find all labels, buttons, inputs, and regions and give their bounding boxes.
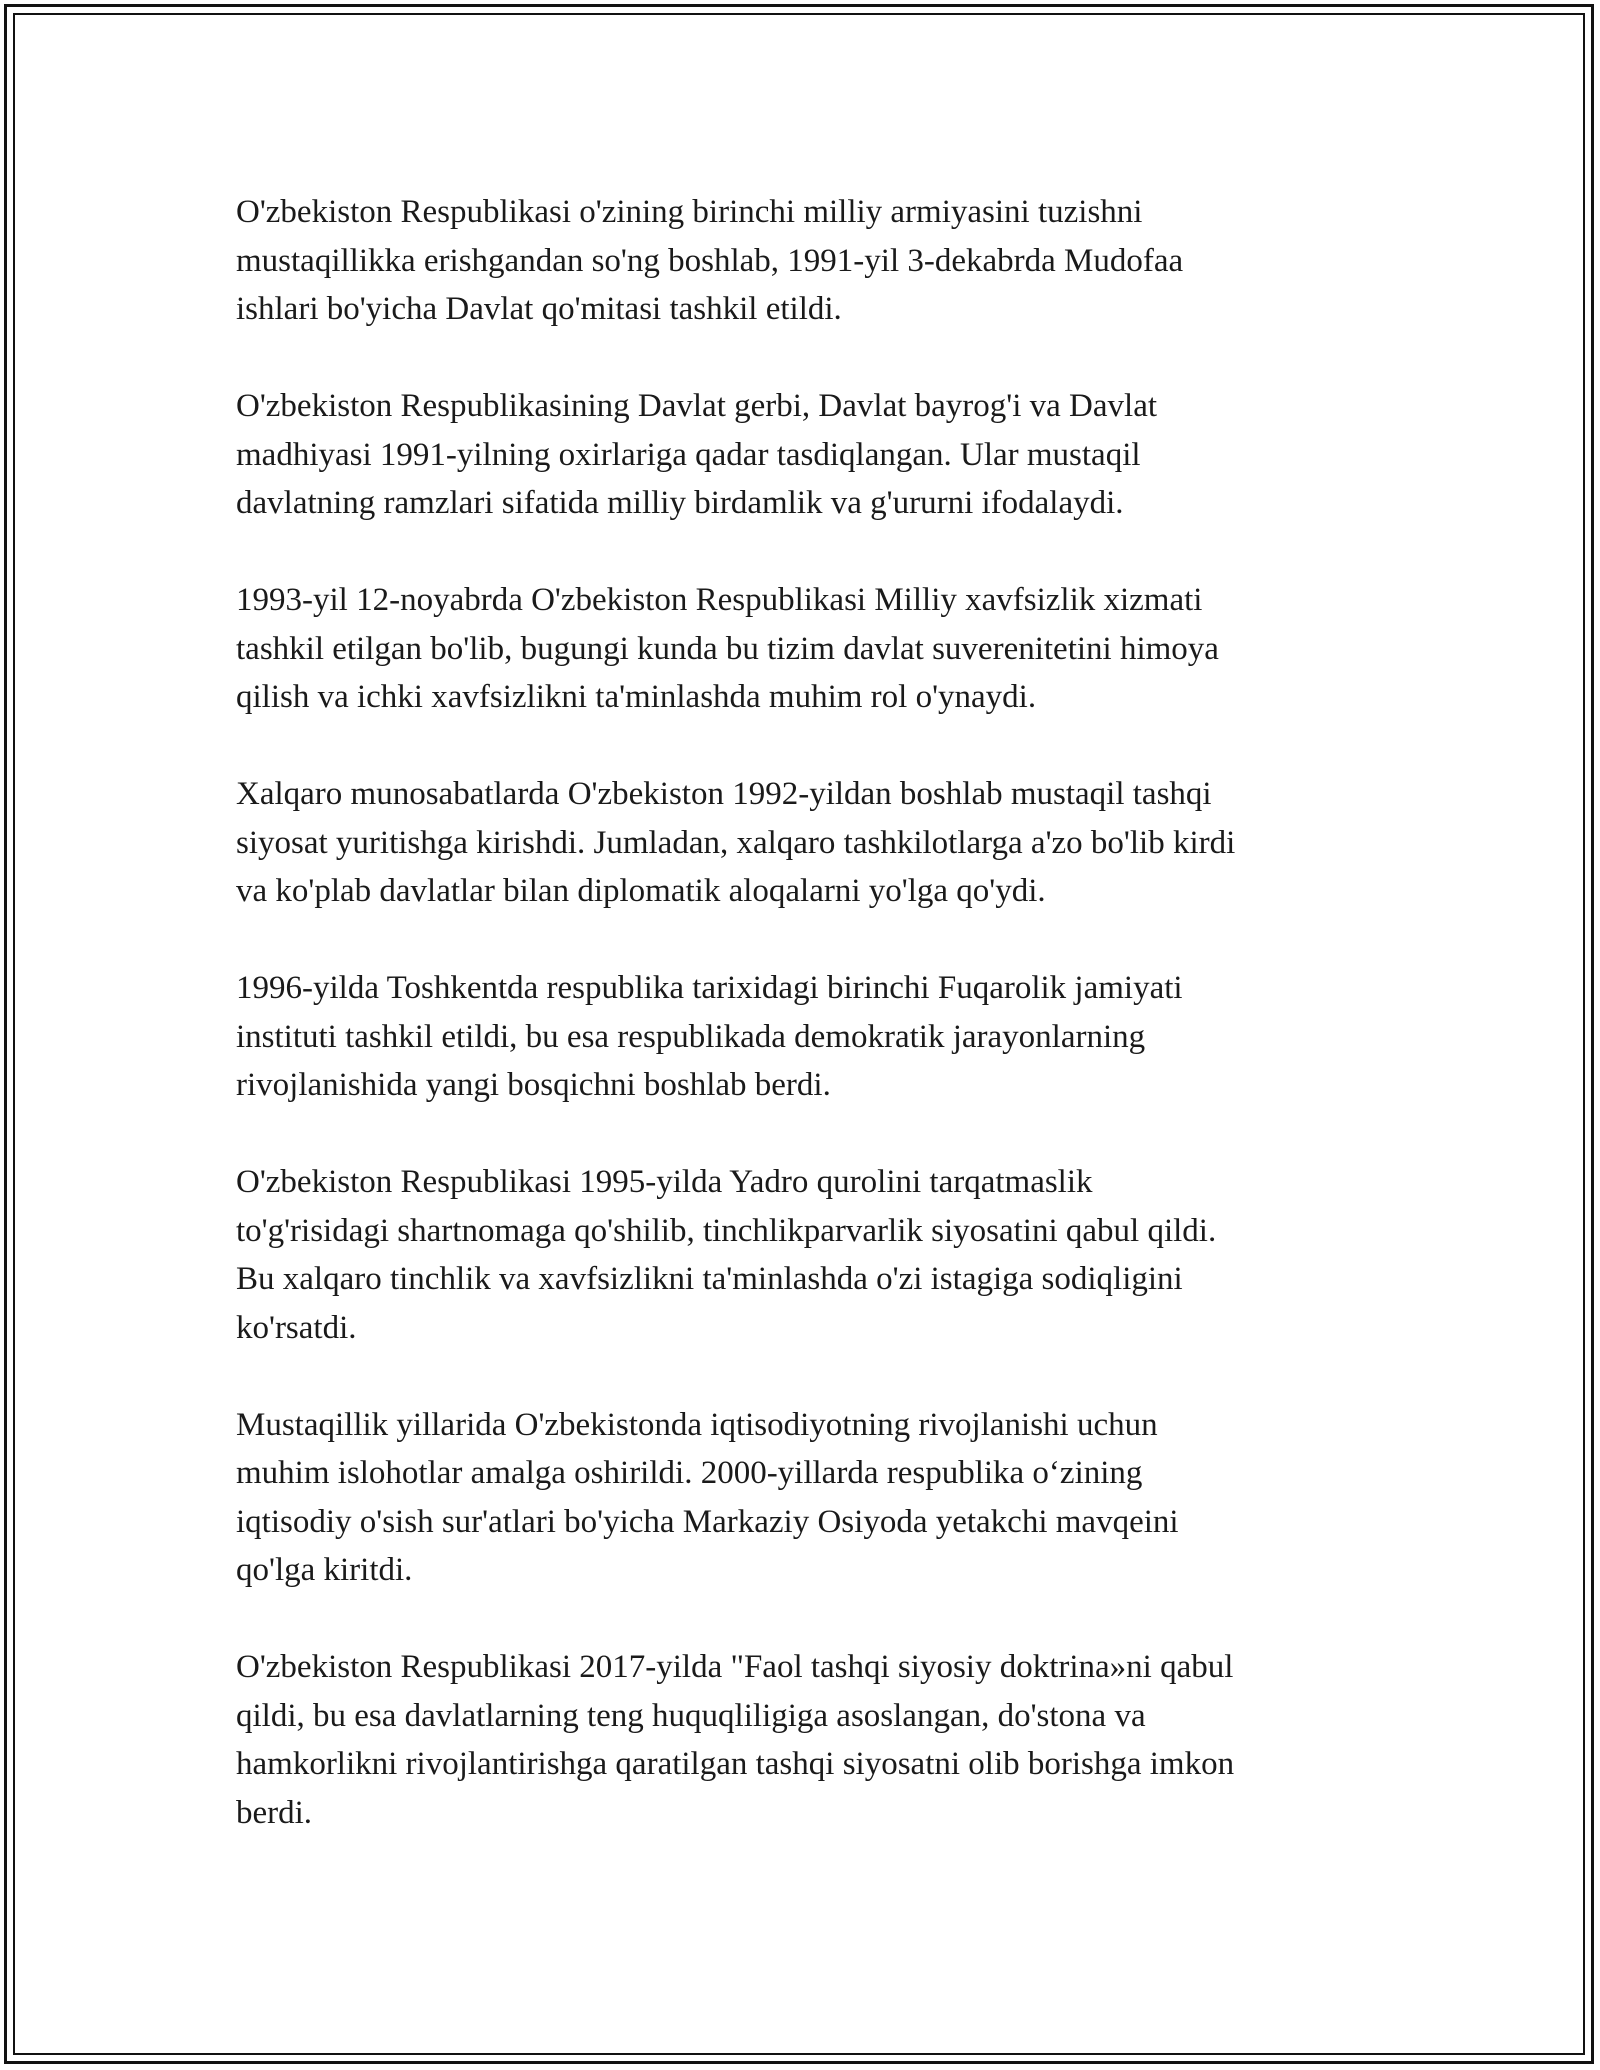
paragraph-line: qildi, bu esa davlatlarning teng huquqliligiga asoslangan, do'stona va [236,1697,1146,1734]
paragraph-line: mustaqillikka erishgandan so'ng boshlab, 1991-yil 3-dekabrda Mudofaa [236,242,1184,279]
paragraph-line: iqtisodiy o'sish sur'atlari bo'yicha Markaziy Osiyoda yetakchi mavqeini [236,1503,1179,1540]
paragraph-economy [236,1401,1366,1595]
paragraph-line: qo'lga kiritdi. [236,1552,413,1588]
paragraph-line: siyosat yuritishga kirishdi. Jumladan, xalqaro tashkilotlarga a'zo bo'lib kirdi [236,824,1236,861]
paragraph-security-service [236,576,1366,722]
paragraph-armed-forces [236,188,1366,334]
paragraph-line: Bu xalqaro tinchlik va xavfsizlikni ta'minlashda o'zi istagiga sodiqligini [236,1261,1183,1297]
paragraph-line: ko'rsatdi. [236,1309,357,1346]
paragraph-line: davlatning ramzlari sifatida milliy birdamlik va g'ururni ifodalaydi. [236,485,1124,521]
paragraph-line: berdi. [236,1794,313,1831]
paragraph-line: Xalqaro munosabatlarda O'zbekiston 1992-yildan boshlab mustaqil tashqi [236,776,1212,812]
paragraph-line: tashkil etilgan bo'lib, bugungi kunda bu tizim davlat suverenitetini himoya [236,630,1219,667]
paragraph-line: O'zbekiston Respublikasi o'zining birinchi milliy armiyasini tuzishni [236,194,1143,230]
paragraph-line: O'zbekiston Respublikasi 1995-yilda Yadro qurolini tarqatmaslik [236,1164,1093,1200]
paragraph-line: hamkorlikni rivojlantirishga qaratilgan tashqi siyosatni olib borishga imkon [236,1746,1235,1782]
paragraph-foreign-relations [236,770,1366,916]
paragraph-line: O'zbekiston Respublikasi 2017-yilda "Faol tashqi siyosiy doktrina»ni qabul [236,1649,1234,1685]
paragraph-line: instituti tashkil etildi, bu esa respublikada demokratik jarayonlarning [236,1018,1146,1055]
paragraph-state-symbols [236,382,1366,528]
paragraph-line: ishlari bo'yicha Davlat qo'mitasi tashkil etildi. [236,291,842,327]
paragraph-civil-society [236,964,1366,1110]
paragraph-line: muhim islohotlar amalga oshirildi. 2000-yillarda respublika o‘zining [236,1455,1143,1491]
paragraph-line: madhiyasi 1991-yilning oxirlariga qadar tasdiqlangan. Ular mustaqil [236,436,1141,473]
paragraph-line: 1996-yilda Toshkentda respublika tarixidagi birinchi Fuqarolik jamiyati [236,970,1183,1006]
document-body [236,188,1366,1886]
paragraph-line: O'zbekiston Respublikasining Davlat gerbi, Davlat bayrog'i va Davlat [236,388,1158,424]
paragraph-line: to'g'risidagi shartnomaga qo'shilib, tinchlikparvarlik siyosatini qabul qildi. [236,1212,1217,1249]
paragraph-line: Mustaqillik yillarida O'zbekistonda iqtisodiyotning rivojlanishi uchun [236,1406,1158,1443]
paragraph-line: qilish va ichki xavfsizlikni ta'minlashda muhim rol o'ynaydi. [236,679,1037,715]
paragraph-line: va ko'plab davlatlar bilan diplomatik aloqalarni yo'lga qo'ydi. [236,873,1046,909]
paragraph-line: 1993-yil 12-noyabrda O'zbekiston Respublikasi Milliy xavfsizlik xizmati [236,582,1203,618]
paragraph-line: rivojlanishida yangi bosqichni boshlab berdi. [236,1067,831,1103]
paragraph-foreign-policy-doctrine [236,1643,1366,1837]
paragraph-nuclear-treaty [236,1158,1366,1352]
